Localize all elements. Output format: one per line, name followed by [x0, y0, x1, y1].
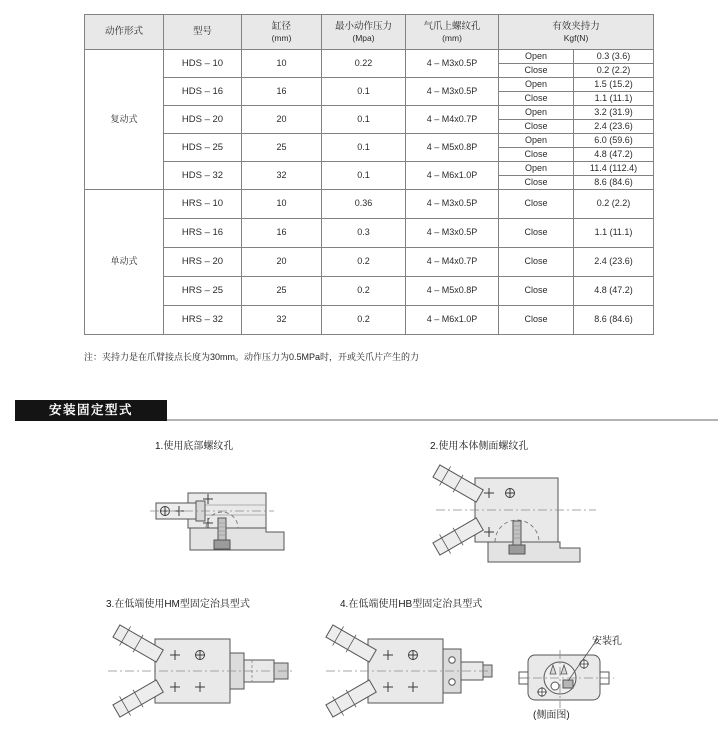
cell-direction: Close: [499, 148, 574, 162]
cell-direction: Close: [499, 306, 574, 335]
cell-model: HRS – 16: [164, 219, 242, 248]
cell-bore: 32: [242, 162, 322, 190]
cell-bore: 25: [242, 134, 322, 162]
col-header-action-type: 动作形式: [85, 15, 164, 50]
cell-pressure: 0.2: [322, 277, 406, 306]
cell-direction: Close: [499, 219, 574, 248]
cell-force: 8.6 (84.6): [574, 176, 654, 190]
cell-bore: 20: [242, 248, 322, 277]
cell-force: 0.2 (2.2): [574, 64, 654, 78]
mounting-hole-label: 安装孔: [592, 636, 622, 647]
cell-model: HDS – 32: [164, 162, 242, 190]
cell-force: 4.8 (47.2): [574, 148, 654, 162]
cell-pressure: 0.3: [322, 219, 406, 248]
cell-force: 2.4 (23.6): [574, 120, 654, 134]
cell-thread: 4 – M4x0.7P: [406, 248, 499, 277]
cell-force: 6.0 (59.6): [574, 134, 654, 148]
cell-thread: 4 – M5x0.8P: [406, 277, 499, 306]
cell-pressure: 0.2: [322, 306, 406, 335]
table-row: [85, 50, 654, 64]
cell-direction: Close: [499, 64, 574, 78]
cell-model: HRS – 20: [164, 248, 242, 277]
table-row: [85, 78, 654, 92]
cell-force: 0.2 (2.2): [574, 190, 654, 219]
cell-force: 3.2 (31.9): [574, 106, 654, 120]
cell-direction: Close: [499, 277, 574, 306]
figure-side-mount-diagram: [428, 455, 600, 570]
cell-force: 1.1 (11.1): [574, 219, 654, 248]
cell-bore: 16: [242, 78, 322, 106]
table-row: [85, 190, 654, 219]
table-row: [85, 134, 654, 148]
cell-direction: Close: [499, 120, 574, 134]
cell-force: 1.5 (15.2): [574, 78, 654, 92]
cell-thread: 4 – M3x0.5P: [406, 190, 499, 219]
section-title: 安装固定型式: [15, 400, 167, 421]
cell-thread: 4 – M6x1.0P: [406, 306, 499, 335]
cell-thread: 4 – M3x0.5P: [406, 219, 499, 248]
cell-model: HRS – 32: [164, 306, 242, 335]
cell-pressure: 0.1: [322, 78, 406, 106]
cell-direction: Open: [499, 162, 574, 176]
cell-direction: Close: [499, 248, 574, 277]
table-footnote: 注：夹持力是在爪臂接点长度为30mm。动作压力为0.5MPa时，开或关爪片产生的力: [84, 352, 420, 362]
cell-direction: Open: [499, 134, 574, 148]
cell-thread: 4 – M5x0.8P: [406, 134, 499, 162]
cell-direction: Open: [499, 78, 574, 92]
cell-direction: Close: [499, 92, 574, 106]
cell-model: HDS – 10: [164, 50, 242, 78]
cell-force: 11.4 (112.4): [574, 162, 654, 176]
cell-force: 8.6 (84.6): [574, 306, 654, 335]
cell-pressure: 0.1: [322, 106, 406, 134]
figure-hm-fixture-diagram: [100, 615, 300, 730]
cell-thread: 4 – M3x0.5P: [406, 78, 499, 106]
cell-direction: Close: [499, 190, 574, 219]
col-header-thread-holes: 气爪上螺纹孔 (mm): [406, 15, 499, 50]
cell-force: 0.3 (3.6): [574, 50, 654, 64]
cell-action-type: 单动式: [85, 190, 164, 335]
cell-pressure: 0.2: [322, 248, 406, 277]
cell-force: 2.4 (23.6): [574, 248, 654, 277]
cell-bore: 20: [242, 106, 322, 134]
figure2-caption: 2.使用本体侧面螺纹孔: [430, 441, 529, 452]
cell-direction: Open: [499, 50, 574, 64]
col-header-min-pressure: 最小动作压力 (Mpa): [322, 15, 406, 50]
side-view-caption: (侧面图): [533, 710, 570, 721]
cell-model: HRS – 10: [164, 190, 242, 219]
table-row: [85, 106, 654, 120]
cell-model: HDS – 20: [164, 106, 242, 134]
cell-pressure: 0.36: [322, 190, 406, 219]
figure-bottom-mount-diagram: [138, 468, 303, 568]
table-header-row: [85, 15, 654, 50]
cell-thread: 4 – M3x0.5P: [406, 50, 499, 78]
table-row: [85, 219, 654, 248]
cell-bore: 25: [242, 277, 322, 306]
cell-thread: 4 – M4x0.7P: [406, 106, 499, 134]
figure3-caption: 3.在低端使用HM型固定治具型式: [106, 599, 250, 610]
col-header-bore: 缸径 (mm): [242, 15, 322, 50]
spec-table: [84, 14, 654, 335]
cell-direction: Close: [499, 176, 574, 190]
cell-model: HDS – 25: [164, 134, 242, 162]
cell-bore: 10: [242, 190, 322, 219]
table-row: [85, 306, 654, 335]
cell-pressure: 0.1: [322, 134, 406, 162]
figure1-caption: 1.使用底部螺纹孔: [155, 441, 234, 452]
table-row: [85, 248, 654, 277]
cell-force: 4.8 (47.2): [574, 277, 654, 306]
cell-thread: 4 – M6x1.0P: [406, 162, 499, 190]
cell-action-type: 复动式: [85, 50, 164, 190]
figure4-caption: 4.在低端使用HB型固定治具型式: [340, 599, 483, 610]
table-row: [85, 162, 654, 176]
cell-bore: 10: [242, 50, 322, 78]
cell-model: HRS – 25: [164, 277, 242, 306]
cell-model: HDS – 16: [164, 78, 242, 106]
col-header-grip-force: 有效夹持力 Kgf(N): [499, 15, 654, 50]
cell-bore: 32: [242, 306, 322, 335]
cell-pressure: 0.22: [322, 50, 406, 78]
figure-hb-fixture-diagram: [318, 615, 498, 730]
cell-force: 1.1 (11.1): [574, 92, 654, 106]
table-row: [85, 277, 654, 306]
col-header-model: 型号: [164, 15, 242, 50]
cell-direction: Open: [499, 106, 574, 120]
cell-bore: 16: [242, 219, 322, 248]
cell-pressure: 0.1: [322, 162, 406, 190]
